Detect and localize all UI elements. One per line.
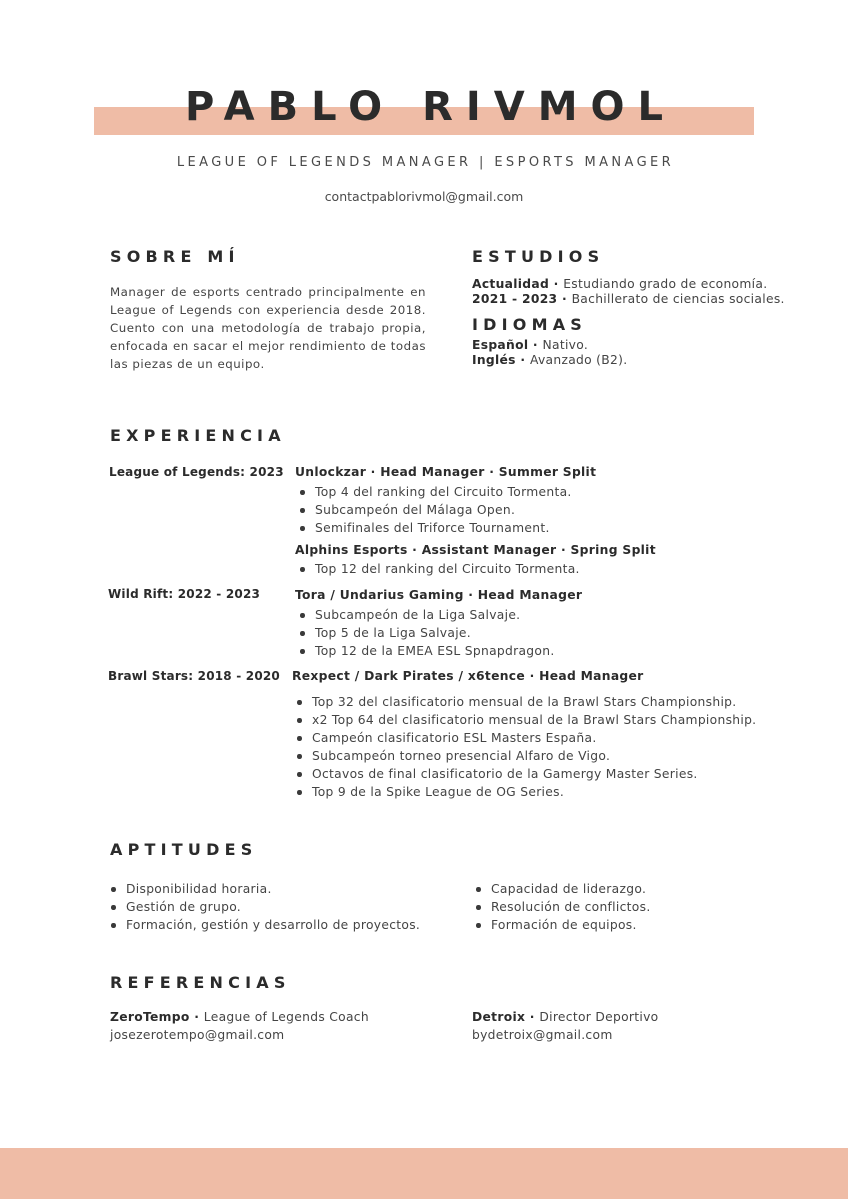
list-item: Octavos de final clasificatorio de la Gamergy Master Series. — [292, 765, 756, 783]
section-title-languages: IDIOMAS — [472, 315, 588, 334]
experience-bullets — [295, 606, 555, 660]
list-item: Top 32 del clasificatorio mensual de la Brawl Stars Championship. — [292, 693, 756, 711]
reference-name: ZeroTempo · League of Legends Coach — [110, 1010, 369, 1024]
section-title-skills: APTITUDES — [110, 840, 258, 859]
experience-period: Wild Rift: 2022 - 2023 — [108, 587, 261, 601]
list-item: Top 12 de la EMEA ESL Spnapdragon. — [295, 642, 555, 660]
experience-bullets — [295, 483, 572, 537]
list-item: Semifinales del Triforce Tournament. — [295, 519, 572, 537]
section-title-studies: ESTUDIOS — [472, 247, 605, 266]
skills-list-right — [471, 880, 651, 934]
list-item: Subcampeón de la Liga Salvaje. — [295, 606, 555, 624]
candidate-name: PABLO RIVMOL — [184, 84, 677, 130]
list-item: x2 Top 64 del clasificatorio mensual de la Brawl Stars Championship. — [292, 711, 756, 729]
contact-email[interactable]: contactpablorivmol@gmail.com — [324, 189, 524, 204]
experience-period: League of Legends: 2023 — [109, 465, 284, 479]
reference-name: Detroix · Director Deportivo — [472, 1010, 659, 1024]
candidate-subtitle: LEAGUE OF LEGENDS MANAGER | ESPORTS MANAGER — [176, 155, 675, 170]
list-item: Top 12 del ranking del Circuito Tormenta. — [295, 560, 580, 578]
list-item: Subcampeón del Málaga Open. — [295, 501, 572, 519]
about-text: Manager de esports centrado principalmente en League of Legends con experiencia desde 2018. Cuento con una metodología de trabajo propia, enfocada en sacar el mejor rendimiento de todas las piezas de un equipo. — [110, 285, 426, 371]
language-item: Inglés · Avanzado (B2). — [472, 353, 628, 367]
experience-period: Brawl Stars: 2018 - 2020 — [108, 669, 280, 683]
reference-email[interactable]: bydetroix@gmail.com — [472, 1028, 613, 1042]
list-item: Campeón clasificatorio ESL Masters España. — [292, 729, 756, 747]
experience-role: Rexpect / Dark Pirates / x6tence · Head Manager — [292, 669, 644, 683]
experience-role: Alphins Esports · Assistant Manager · Spring Split — [295, 543, 656, 557]
list-item: Disponibilidad horaria. — [106, 880, 420, 898]
footer-accent-bar — [0, 1148, 848, 1199]
study-item: 2021 - 2023 · Bachillerato de ciencias sociales. — [472, 292, 785, 306]
list-item: Top 5 de la Liga Salvaje. — [295, 624, 555, 642]
list-item: Capacidad de liderazgo. — [471, 880, 651, 898]
experience-bullets — [292, 693, 756, 801]
language-item: Español · Nativo. — [472, 338, 589, 352]
experience-role: Tora / Undarius Gaming · Head Manager — [295, 588, 583, 602]
list-item: Subcampeón torneo presencial Alfaro de Vigo. — [292, 747, 756, 765]
skills-list-left — [106, 880, 420, 934]
list-item: Resolución de conflictos. — [471, 898, 651, 916]
section-title-about: SOBRE MÍ — [110, 247, 240, 266]
experience-role: Unlockzar · Head Manager · Summer Split — [295, 465, 597, 479]
section-title-experience: EXPERIENCIA — [110, 426, 286, 445]
section-title-references: REFERENCIAS — [110, 973, 291, 992]
study-item: Actualidad · Estudiando grado de economía. — [472, 277, 768, 291]
list-item: Formación de equipos. — [471, 916, 651, 934]
reference-email[interactable]: josezerotempo@gmail.com — [110, 1028, 285, 1042]
list-item: Formación, gestión y desarrollo de proyectos. — [106, 916, 420, 934]
list-item: Top 4 del ranking del Circuito Tormenta. — [295, 483, 572, 501]
experience-bullets — [295, 560, 580, 578]
list-item: Gestión de grupo. — [106, 898, 420, 916]
list-item: Top 9 de la Spike League de OG Series. — [292, 783, 756, 801]
